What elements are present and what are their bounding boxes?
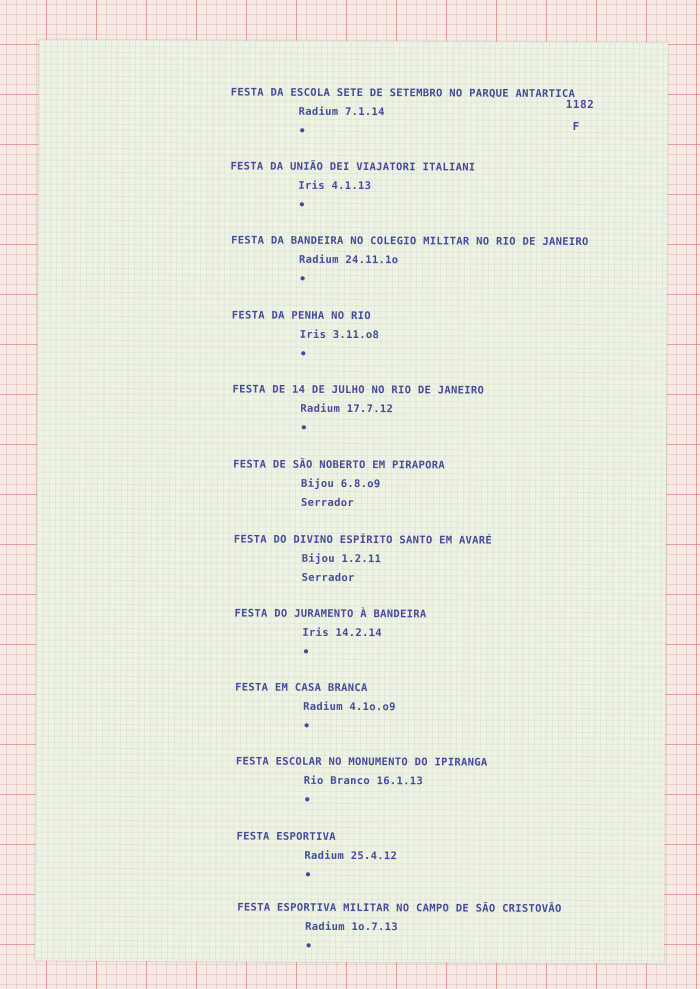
entry-distributor: Serrador — [300, 496, 354, 510]
entry — [234, 532, 492, 585]
entry-source: Iris 14.2.14 — [302, 626, 382, 640]
entry-marker: • — [298, 123, 307, 138]
entry — [232, 382, 484, 434]
entry-source: Iris 3.11.o8 — [299, 328, 380, 342]
entry-marker: • — [298, 197, 306, 212]
entry-marker: • — [303, 792, 312, 807]
entry — [234, 606, 426, 658]
entry-title: FESTA ESPORTIVA — [236, 830, 336, 843]
entry-source: Radium 7.1.14 — [298, 105, 385, 119]
entry-title: FESTA DA PENHA NO RIO — [231, 309, 371, 323]
entry-title: FESTA DO JURAMENTO À BANDEIRA — [234, 607, 427, 621]
entry-marker: • — [304, 867, 312, 882]
entry — [236, 829, 397, 881]
entry-source: Bijou 6.8.o9 — [301, 477, 381, 491]
entry-title: FESTA DO DIVINO ESPÍRITO SANTO EM AVARÉ — [233, 533, 493, 547]
entry-source: Radium 4.1o.o9 — [303, 700, 396, 714]
entry — [236, 754, 488, 806]
entry-source: Radium 1o.7.13 — [305, 920, 398, 934]
entry — [237, 901, 562, 953]
entry — [233, 457, 445, 510]
entry-marker: • — [302, 644, 310, 659]
entry-source: Bijou 1.2.11 — [301, 552, 382, 566]
entry-title: FESTA DE 14 DE JULHO NO RIO DE JANEIRO — [232, 383, 485, 397]
entry-title: FESTA DE SÃO NOBERTO EM PIRAPORA — [233, 458, 446, 472]
entry-source: Iris 4.1.13 — [298, 179, 372, 193]
card-letter: F — [572, 119, 580, 133]
entry-title: FESTA ESPORTIVA MILITAR NO CAMPO DE SÃO CRISTOVÃO — [237, 901, 562, 915]
entry-title: FESTA EM CASA BRANCA — [235, 681, 368, 695]
entry — [230, 159, 475, 211]
entry-source: Radium 24.11.1o — [299, 253, 399, 267]
entry-marker: • — [300, 420, 308, 435]
entry — [235, 680, 396, 732]
entry-source: Radium 25.4.12 — [304, 849, 398, 863]
entry-title: FESTA DA BANDEIRA NO COLEGIO MILITAR NO RIO DE JANEIRO — [231, 234, 589, 249]
entry-title: FESTA DA ESCOLA SETE DE SETEMBRO NO PARQUE ANTARTICA — [230, 86, 576, 100]
entry — [231, 85, 576, 138]
entry-marker: • — [298, 271, 307, 286]
entry-marker: • — [302, 718, 311, 733]
entry-distributor: Serrador — [301, 571, 355, 585]
entry-title: FESTA ESCOLAR NO MONUMENTO DO IPIRANGA — [235, 755, 488, 769]
entry-source: Rio Branco 16.1.13 — [303, 774, 423, 788]
entry-marker: • — [299, 346, 308, 361]
entry — [232, 308, 380, 360]
entry-title: FESTA DA UNIÃO DEI VIAJATORI ITALIANI — [230, 160, 476, 174]
entry-source: Radium 17.7.12 — [300, 402, 394, 416]
entry-marker: • — [305, 938, 313, 953]
card-number: 1182 — [565, 97, 595, 112]
index-card — [35, 40, 668, 964]
entry — [231, 233, 589, 286]
